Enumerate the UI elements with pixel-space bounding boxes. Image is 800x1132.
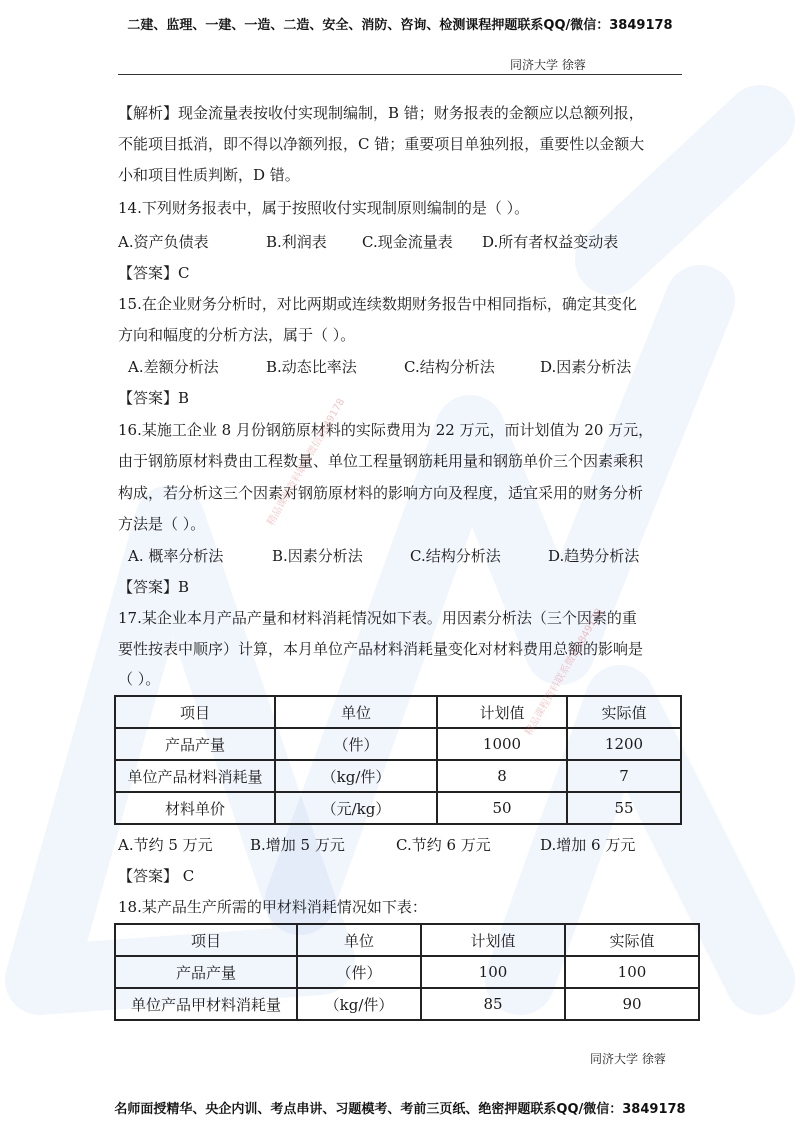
q17-stem-2: 要性按表中顺序）计算，本月单位产品材料消耗量变化对材料费用总额的影响是 [118,640,644,658]
table-header-row [115,924,699,956]
table-header-cell: 项目 [115,696,275,728]
table-cell: 50 [437,792,567,824]
q17-table [114,695,682,825]
q17-stem-1: 17.某企业本月产品产量和材料消耗情况如下表。用因素分析法（三个因素的重 [118,609,637,627]
table-cell: 单位产品材料消耗量 [115,760,275,792]
q16-option-d: D.趋势分析法 [548,547,640,565]
table-row [115,792,681,824]
q14-option-c: C.现金流量表 [362,233,453,251]
table-cell: 100 [565,956,699,988]
q16-stem-3: 构成，若分析这三个因素对钢筋原材料的影响方向及程度，适宜采用的财务分析 [118,484,644,502]
q15-option-d: D.因素分析法 [540,358,632,376]
table-header-cell: 计划值 [437,696,567,728]
header-divider [118,74,682,75]
table-header-cell: 单位 [297,924,421,956]
q18-table [114,923,700,1021]
q15-option-a: A.差额分析法 [128,358,219,376]
table-header-cell: 实际值 [567,696,681,728]
table-cell: 材料单价 [115,792,275,824]
q15-option-c: C.结构分析法 [404,358,495,376]
table-header-row [115,696,681,728]
footer-author: 同济大学 徐蓉 [590,1052,666,1066]
table-cell: （件） [297,956,421,988]
q14-option-a: A.资产负债表 [118,233,209,251]
table-cell: 90 [565,988,699,1020]
q16-stem-1: 16.某施工企业 8 月份钢筋原材料的实际费用为 22 万元，而计划值为 20 万元， [118,421,654,439]
table-row [115,760,681,792]
table-cell: 1200 [567,728,681,760]
q17-option-d: D.增加 6 万元 [540,836,636,854]
table-cell: 8 [437,760,567,792]
table-cell: 产品产量 [115,956,297,988]
table-cell: 单位产品甲材料消耗量 [115,988,297,1020]
table-cell: 1000 [437,728,567,760]
watermark-stamp-text: 精品课程资料联系微信3849178 [523,606,606,738]
bottom-banner: 名师面授精华、央企内训、考点串讲、习题模考、考前三页纸、绝密押题联系QQ/微信：3849178 [114,1102,686,1117]
table-cell: 7 [567,760,681,792]
q16-option-a: A. 概率分析法 [128,547,224,565]
q14-answer: 【答案】C [118,264,190,282]
q16-option-b: B.因素分析法 [272,547,363,565]
table-cell: 100 [421,956,565,988]
table-cell: （元/kg） [275,792,437,824]
q17-stem-3: （ ）。 [118,670,161,688]
q17-option-a: A.节约 5 万元 [118,836,213,854]
table-header-cell: 单位 [275,696,437,728]
table-row [115,988,699,1020]
q15-stem-1: 15.在企业财务分析时，对比两期或连续数期财务报告中相同指标，确定其变化 [118,295,637,313]
q14-stem: 14.下列财务报表中，属于按照收付实现制原则编制的是（ ）。 [118,199,530,217]
analysis-line-3: 小和项目性质判断，D 错。 [118,166,300,184]
q16-stem-2: 由于钢筋原材料费由工程数量、单位工程量钢筋耗用量和钢筋单价三个因素乘积 [118,452,644,470]
q16-option-c: C.结构分析法 [410,547,501,565]
watermark-stamp-text: 精品课程资料联系微信3849178 [265,396,348,528]
q14-option-b: B.利润表 [266,233,327,251]
q18-stem: 18.某产品生产所需的甲材料消耗情况如下表： [118,898,427,916]
q15-answer: 【答案】B [118,389,190,407]
table-cell: （件） [275,728,437,760]
table-cell: 产品产量 [115,728,275,760]
table-row [115,956,699,988]
analysis-line-1: 【解析】现金流量表按收付实现制编制，B 错；财务报表的金额应以总额列报， [118,104,644,122]
table-row [115,728,681,760]
q16-stem-4: 方法是（ ）。 [118,515,206,533]
q16-answer: 【答案】B [118,578,190,596]
q17-option-b: B.增加 5 万元 [250,836,345,854]
table-header-cell: 计划值 [421,924,565,956]
table-cell: 85 [421,988,565,1020]
q14-option-d: D.所有者权益变动表 [482,233,619,251]
analysis-line-2: 不能项目抵消，即不得以净额列报，C 错；重要项目单独列报，重要性以金额大 [118,135,645,153]
q17-option-c: C.节约 6 万元 [396,836,491,854]
table-header-cell: 实际值 [565,924,699,956]
table-cell: （kg/件） [275,760,437,792]
table-header-cell: 项目 [115,924,297,956]
table-cell: 55 [567,792,681,824]
top-banner: 二建、监理、一建、一造、二造、安全、消防、咨询、检测课程押题联系QQ/微信：3849178 [127,18,673,33]
q15-stem-2: 方向和幅度的分析方法，属于（ ）。 [118,326,356,344]
q17-answer: 【答案】 C [118,867,195,885]
table-cell: （kg/件） [297,988,421,1020]
q15-option-b: B.动态比率法 [266,358,357,376]
header-author: 同济大学 徐蓉 [510,58,586,72]
